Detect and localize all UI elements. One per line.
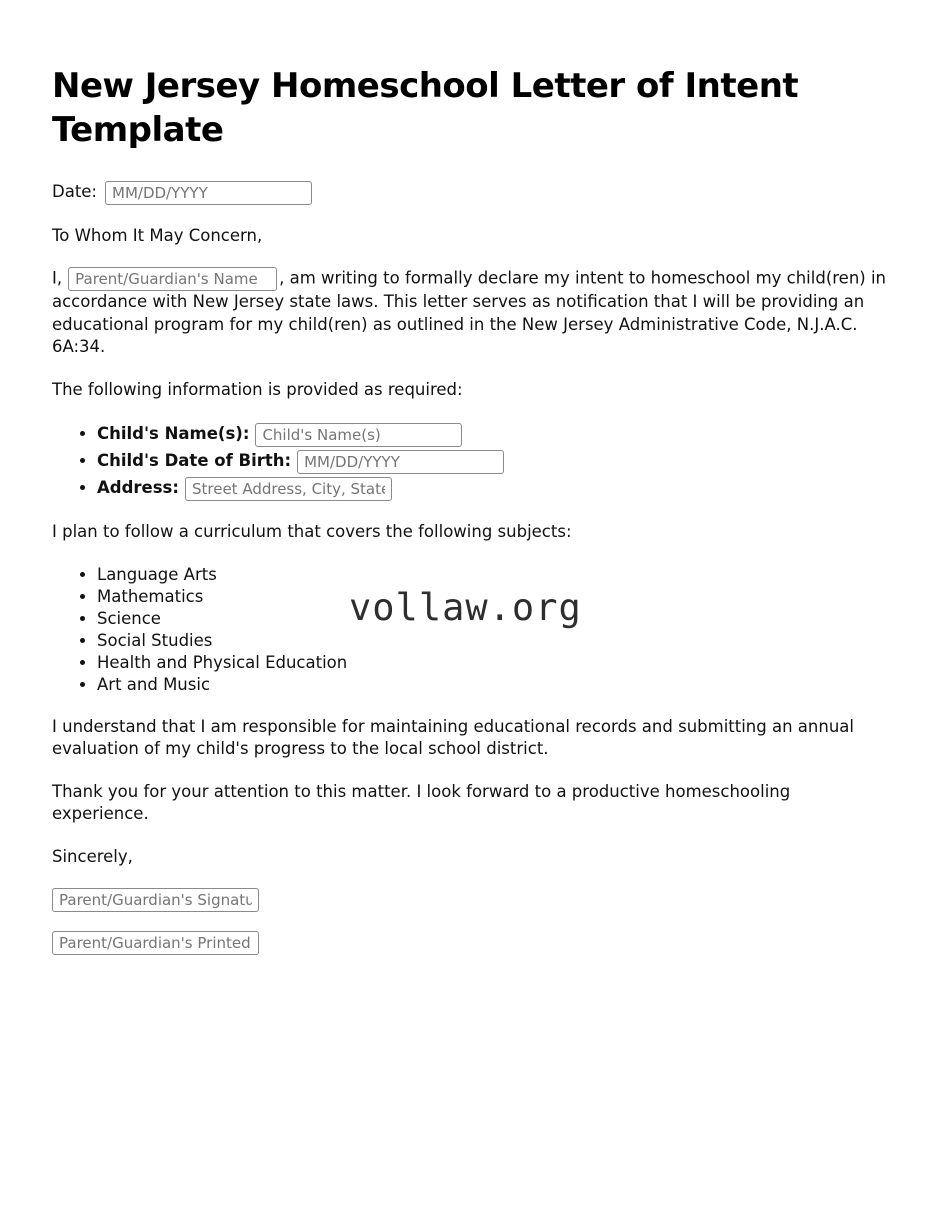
intro-lead: I, [52,268,63,288]
letter-content [52,64,888,974]
watermark: vollaw.org [349,586,582,629]
address-input[interactable] [185,477,392,501]
required-info-heading: The following information is provided as required: [52,379,463,399]
page-title: New Jersey Homeschool Letter of Intent Template [52,66,799,150]
list-item-subject: • Social Studies [97,630,888,652]
intro-paragraph [52,267,888,359]
list-item-subject: • Art and Music [97,674,888,696]
salutation: To Whom It May Concern, [52,225,263,245]
signoff: Sincerely, [52,846,133,866]
curriculum-heading: I plan to follow a curriculum that covers the following subjects: [52,522,572,541]
records-paragraph: I understand that I am responsible for maintaining educational records and submitting an annual evaluation of my child's progress to the local school district. [52,716,854,758]
thanks-paragraph: Thank you for your attention to this matter. I look forward to a productive homeschooling experience. [52,781,791,823]
date-row [52,180,888,205]
child-name-label: Child's Name(s): [97,424,250,443]
list-item-subject: • Health and Physical Education [97,652,888,674]
list-item-subject: • Language Arts [97,564,888,586]
child-dob-input[interactable] [297,450,504,474]
list-item [97,475,888,501]
intro-body: , am writing to formally declare my intent to homeschool my child(ren) in accordance with New Jersey state laws. This letter serves as notification that I will be providing an educational program for my child(ren) as outlined in the New Jersey Administrative Code, N.J.A.C. 6A:34. [52,268,887,356]
list-item-subject: • Science [97,608,888,630]
signature-input[interactable] [52,888,259,912]
subject-list [52,564,888,696]
date-input[interactable] [105,181,312,205]
printed-name-input[interactable] [52,931,259,955]
list-item-subject: • Mathematics [97,586,888,608]
date-label: Date: [52,182,97,201]
parent-name-input[interactable] [68,267,277,291]
address-label: Address: [97,478,179,497]
required-info-list [52,421,888,501]
list-item [97,448,888,474]
child-dob-label: Child's Date of Birth: [97,451,292,470]
list-item [97,421,888,447]
signature-block [52,888,888,955]
child-name-input[interactable] [255,423,462,447]
